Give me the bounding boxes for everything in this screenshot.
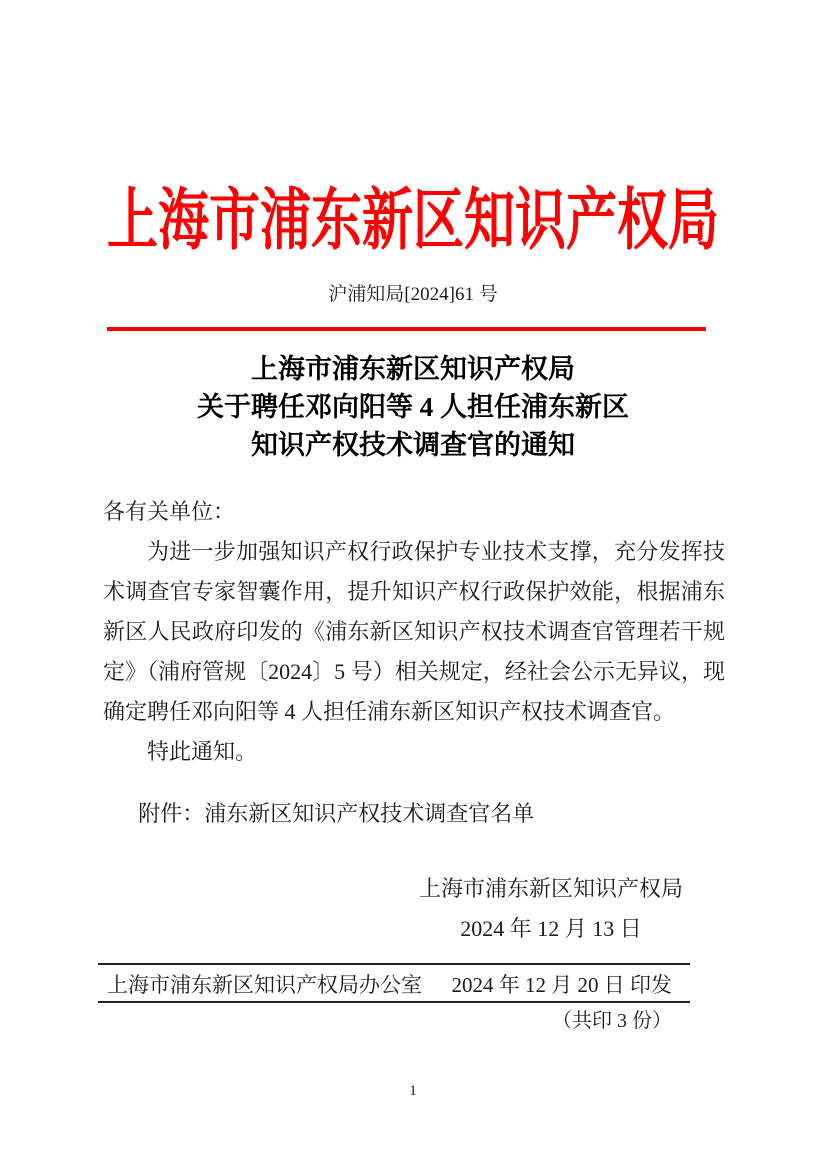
footer-issuance-row <box>107 970 672 1000</box>
closing-phrase: 特此通知。 <box>147 739 258 764</box>
signature-agency: 上海市浦东新区知识产权局 <box>418 876 683 901</box>
signature-date: 2024 年 12 月 13 日 <box>460 916 642 941</box>
footer-bottom-rule <box>98 1001 690 1003</box>
notice-title <box>103 350 723 464</box>
signature-block <box>103 869 723 949</box>
red-header-agency-name: 上海市浦东新区知识产权局 <box>106 184 719 259</box>
footer-print-date: 2024 年 12 月 20 日 印发 <box>451 973 672 997</box>
copies-count: （共印 3 份） <box>552 1010 672 1032</box>
attachment-section <box>103 794 725 834</box>
document-reference-number: 沪浦知局[2024]61 号 <box>328 284 498 305</box>
footer-issuing-office: 上海市浦东新区知识产权局办公室 <box>107 973 422 997</box>
footer-top-rule <box>98 963 690 965</box>
notice-title-line-2: 关于聘任邓向阳等 4 人担任浦东新区 <box>197 392 629 422</box>
notice-body <box>103 492 725 772</box>
notice-title-line-1: 上海市浦东新区知识产权局 <box>251 354 575 384</box>
red-separator-line <box>107 327 706 331</box>
salutation: 各有关单位： <box>103 499 236 524</box>
body-paragraph: 为进一步加强知识产权行政保护专业技术支撑，充分发挥技术调查官专家智囊作用，提升知识产权行政保护效能，根据浦东新区人民政府印发的《浦东新区知识产权技术调查官管理若干规定》（浦府管规〔2024〕5 号）相关规定，经社会公示无异议，现确定聘任邓向阳等 4 人担任浦东新区知识产权技术调查官。 <box>103 539 725 724</box>
attachment-line: 附件：浦东新区知识产权技术调查官名单 <box>138 801 535 826</box>
page-number: 1 <box>409 1083 417 1099</box>
notice-title-line-3: 知识产权技术调查官的通知 <box>251 430 575 460</box>
